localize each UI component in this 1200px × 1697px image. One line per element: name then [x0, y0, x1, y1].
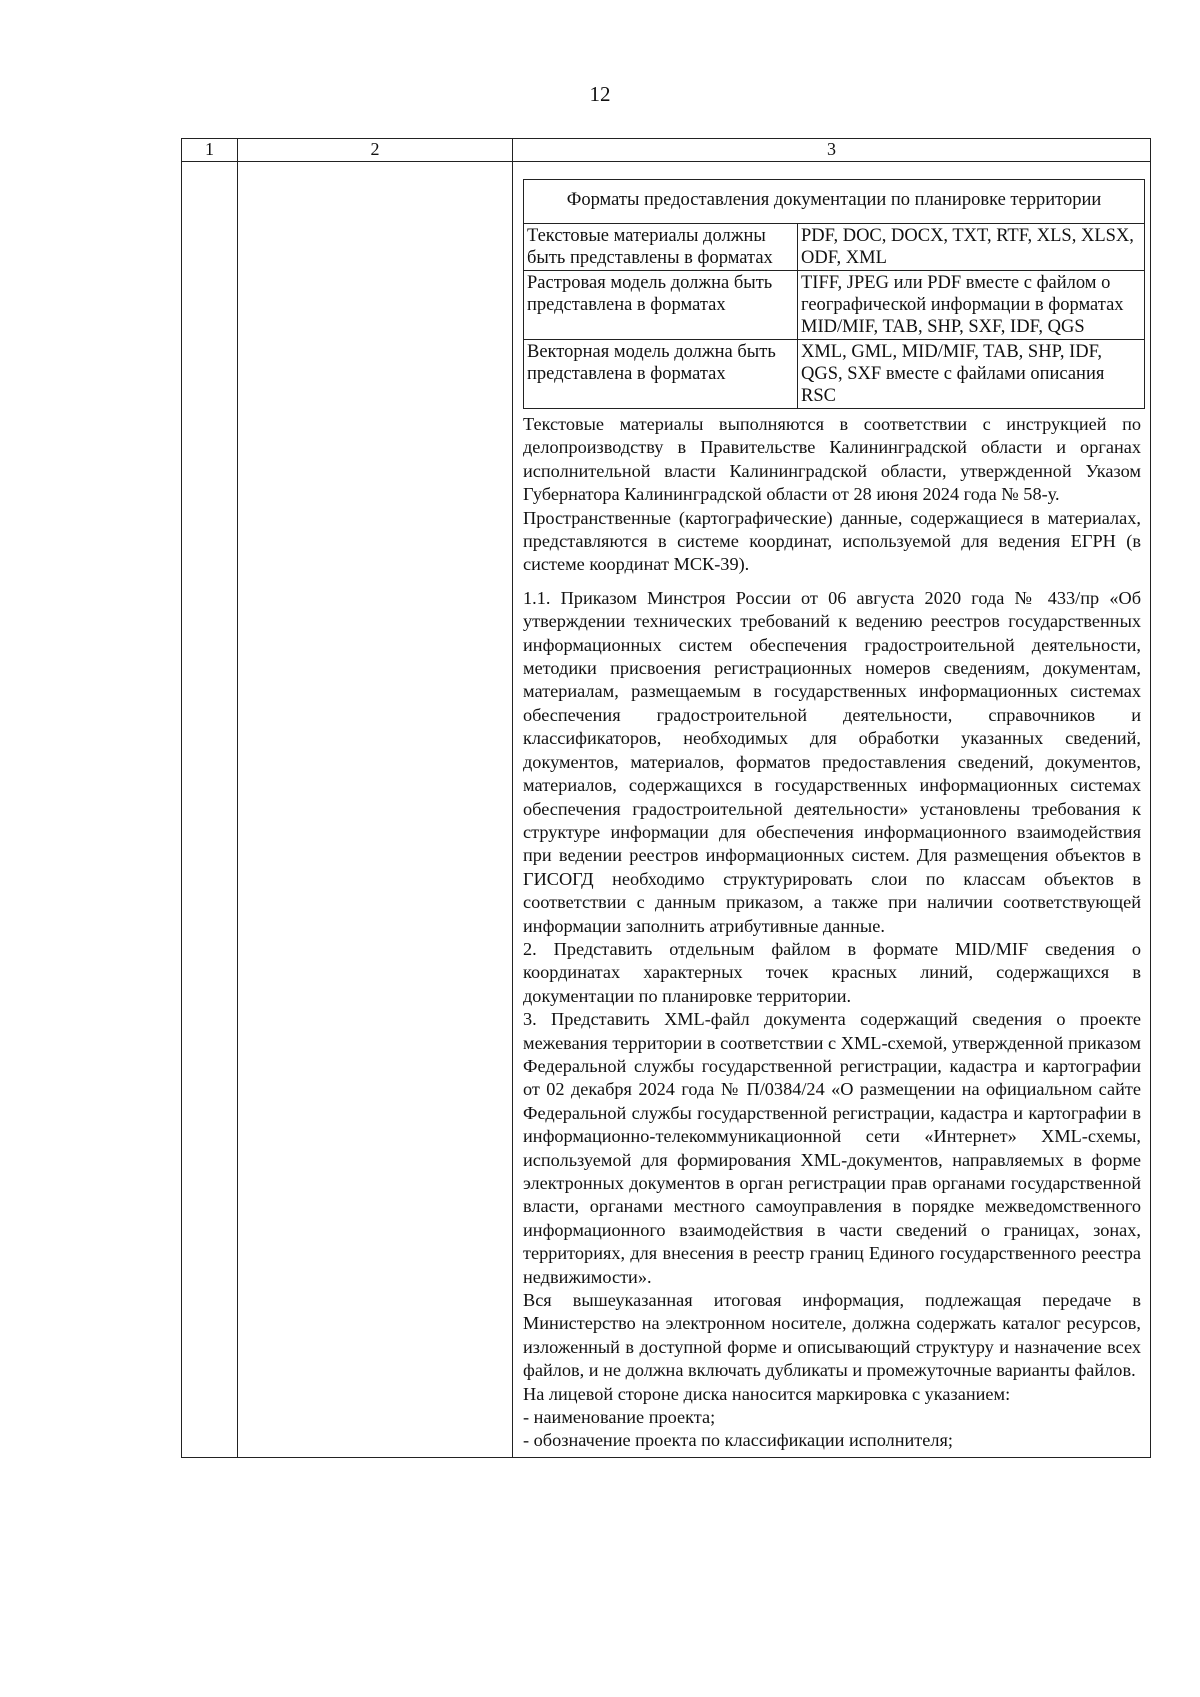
paragraph: Вся вышеуказанная итоговая информация, подлежащая передаче в Министерство на электронном носителе, должна содержать каталог ресурсов, изложенный в доступной форме и описывающий структуру и назначение всех файлов, и не должна включать дубликаты и промежуточные варианты файлов. — [523, 1290, 1141, 1381]
paragraph: 3. Представить XML-файл документа содержащий сведения о проекте межевания территории в соответствии с XML-схемой, утвержденной приказом Федеральной службы государственной регистрации, кадастра и картографии от 02 декабря 2024 года № П/0384/24 «О размещении на официальном сайте Федеральной службы государственной регистрации, кадастра и картографии в информационно-телекоммуникационной сети «Интернет» XML-схемы, используемой для формирования XML-документов, направляемых в форме электронных документов в орган регистрации прав органами государственной власти, органами местного самоуправления в порядке межведомственного информационного взаимодействия в части сведений о границах, зонах, территориях, для внесения в реестр границ Единого государственного реестра недвижимости». — [523, 1009, 1141, 1287]
format-row — [524, 340, 1144, 409]
column-header-2: 2 — [238, 139, 513, 162]
formats-title: Форматы предоставления документации по планировке территории — [524, 180, 1144, 224]
paragraph: На лицевой стороне диска наносится маркировка с указанием: — [523, 1383, 1011, 1404]
column-header-1: 1 — [182, 139, 238, 162]
format-value: PDF, DOC, DOCX, TXT, RTF, XLS, XLSX, ODF, XML — [798, 224, 1145, 271]
body-text — [523, 413, 1141, 1453]
list-item: - обозначение проекта по классификации исполнителя; — [523, 1430, 954, 1451]
format-row — [524, 224, 1144, 271]
list-item: - наименование проекта; — [523, 1407, 716, 1428]
format-value: XML, GML, MID/MIF, TAB, SHP, IDF, QGS, SXF вместе с файлами описания RSC — [798, 340, 1145, 409]
paragraph: Текстовые материалы выполняются в соответствии с инструкцией по делопроизводству в Правительстве Калининградской области и органах исполнительной власти Калининградской области, утвержденной Указом Губернатора Калининградской области от 28 июня 2024 года № 58-у. — [523, 414, 1141, 505]
formats-table — [524, 224, 1144, 408]
format-label: Растровая модель должна быть представлена в форматах — [524, 271, 798, 340]
table-header-row — [182, 139, 1151, 162]
cell-col-1 — [182, 162, 238, 1458]
format-label: Текстовые материалы должны быть представлены в форматах — [524, 224, 798, 271]
paragraph: 2. Представить отдельным файлом в формате MID/MIF сведения о координатах характерных точек красных линий, содержащихся в документации по планировке территории. — [523, 938, 1141, 1006]
paragraph: Пространственные (картографические) данные, содержащиеся в материалах, представляются в системе координат, используемой для ведения ЕГРН (в системе координат МСК-39). — [523, 507, 1141, 575]
format-value: TIFF, JPEG или PDF вместе с файлом о географической информации в форматах MID/MIF, TAB, SHP, SXF, IDF, QGS — [798, 271, 1145, 340]
format-row — [524, 271, 1144, 340]
format-label: Векторная модель должна быть представлена в форматах — [524, 340, 798, 409]
cell-col-2 — [238, 162, 513, 1458]
requirements-table — [181, 138, 1151, 1458]
column-header-3: 3 — [513, 139, 1151, 162]
page-number: 12 — [589, 82, 611, 106]
table-body-row — [182, 162, 1151, 1458]
paragraph: 1.1. Приказом Минстроя России от 06 августа 2020 года № 433/пр «Об утверждении технических требований к ведению реестров государственных информационных систем обеспечения градостроительной деятельности, методики присвоения регистрационных номеров сведениям, документам, материалам, размещаемым в государственных информационных системах обеспечения градостроительной деятельности, справочников и классификаторов, необходимых для обработки указанных сведений, документов, материалов, форматов предоставления сведений, документов, материалов, содержащихся в государственных информационных системах обеспечения градостроительной деятельности» установлены требования к структуре информации для обеспечения информационного взаимодействия при ведении реестров информационных систем. Для размещения объектов в ГИСОГД необходимо структурировать слои по классам объектов в соответствии с данным приказом, а также при наличии соответствующей информации заполнить атрибутивные данные. — [523, 587, 1141, 936]
formats-block — [523, 179, 1145, 409]
cell-col-3 — [513, 162, 1151, 1458]
